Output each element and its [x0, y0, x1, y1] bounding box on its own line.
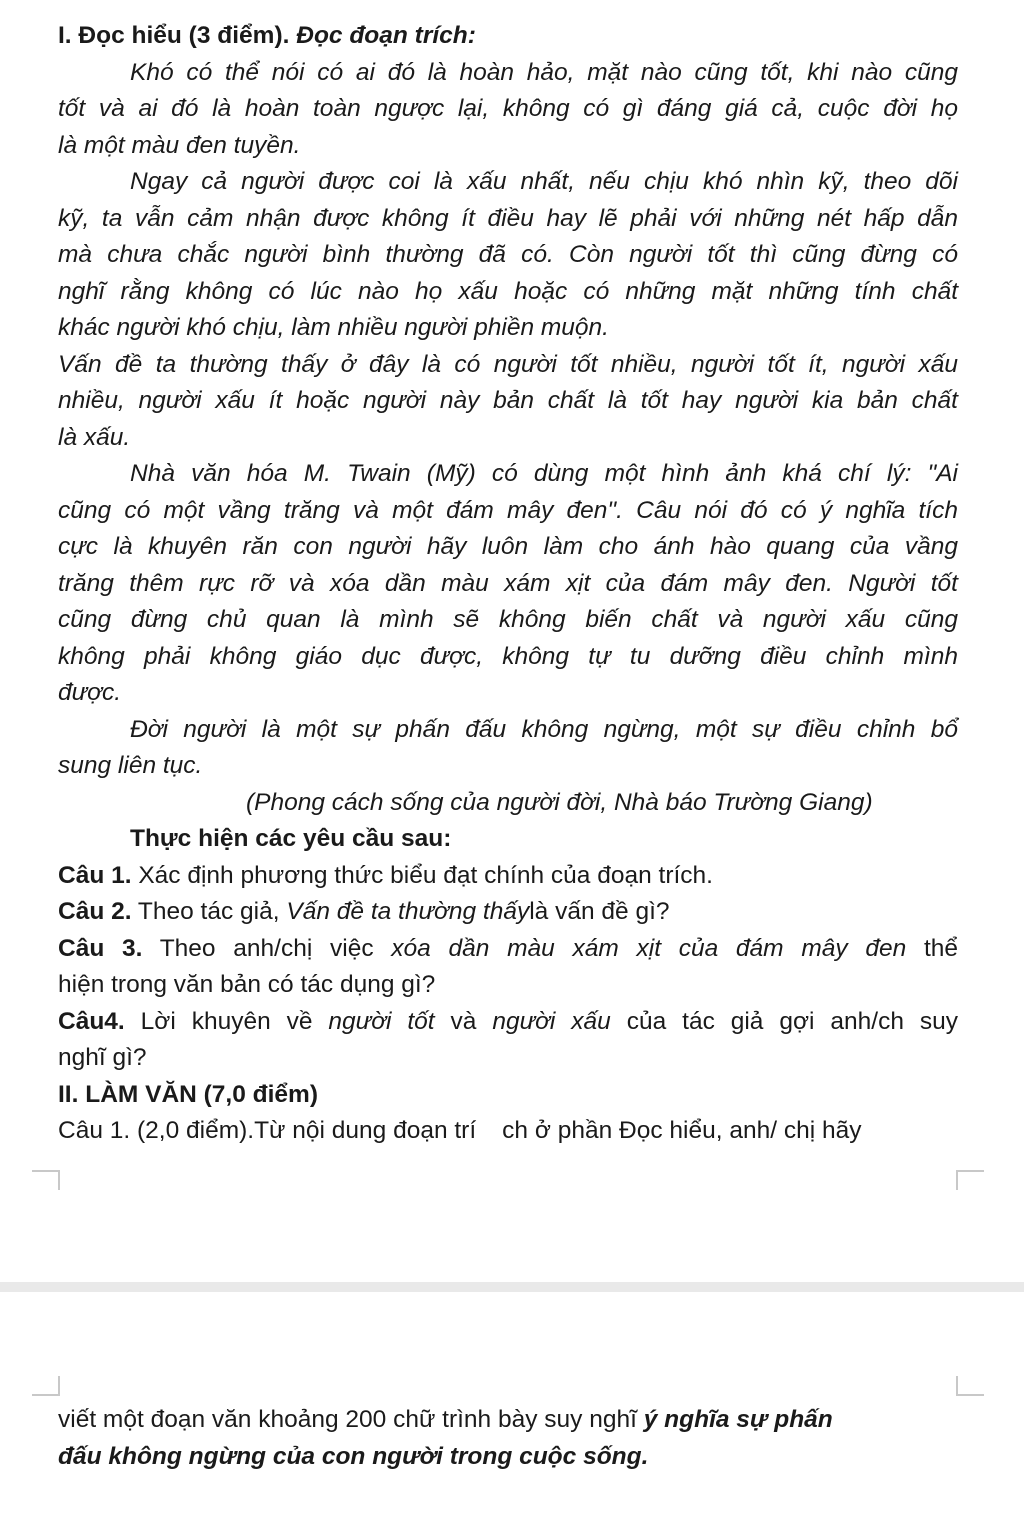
- question-text: Lời khuyên về: [140, 1007, 313, 1035]
- passage-line: Khó có thể nói có ai đó là hoàn hảo, mặt nào cũng tốt, khi nào cũng: [130, 58, 958, 86]
- passage-line: là một màu đen tuyền.: [58, 131, 301, 159]
- question-quote: người xấu: [492, 1007, 611, 1035]
- heading-italic: Đọc đoạn trích:: [296, 22, 476, 49]
- essay-text: viết một đoạn văn khoảng 200 chữ trình bày suy nghĩ: [58, 1406, 637, 1433]
- question-text: Xác định phương thức biểu đạt chính của đoạn trích.: [138, 861, 713, 889]
- question-1: [58, 858, 958, 895]
- heading-prefix: I. Đọc hiểu (3 điểm).: [58, 22, 290, 49]
- crop-mark: [956, 1170, 984, 1190]
- passage-line: khác người khó chịu, làm nhiều người phiền muộn.: [58, 314, 609, 341]
- document-page-2: [0, 1292, 1024, 1532]
- passage-line: cực là khuyên răn con người hãy luôn làm cho ánh hào quang của vầng: [58, 533, 958, 560]
- passage-line: Ngay cả người được coi là xấu nhất, nếu chịu khó nhìn kỹ, theo dõi: [130, 168, 958, 195]
- passage-line: cũng có một vầng trăng và một đám mây đen". Câu nói đó có ý nghĩa tích: [58, 496, 958, 524]
- passage-line: Vấn đề ta thường thấy ở đây là có người tốt nhiều, người tốt ít, người xấu: [58, 350, 958, 378]
- essay-emphasis: đấu không ngừng của con người trong cuộc sống.: [58, 1442, 649, 1470]
- crop-mark: [956, 1376, 984, 1396]
- essay-question-1: [58, 1113, 958, 1150]
- question-label: Câu 2.: [58, 898, 132, 925]
- section-heading-reading: [58, 18, 958, 55]
- page-separator: [0, 1282, 1024, 1292]
- passage-line: mà chưa chắc người bình thường đã có. Còn người tốt thì cũng đừng có: [58, 241, 958, 268]
- question-text: của tác giả gợi anh/ch suy: [626, 1007, 958, 1035]
- question-3: [58, 931, 958, 968]
- question-2: [58, 894, 958, 931]
- question-3-line-2: hiện trong văn bản có tác dụng gì?: [58, 971, 436, 998]
- question-text: Theo tác giả,: [137, 898, 280, 925]
- question-quote: xóa dần màu xám xịt của đám mây đen: [391, 934, 907, 962]
- question-quote: người tốt: [328, 1007, 435, 1035]
- question-text: thể: [923, 934, 958, 962]
- passage-line: sung liên tục.: [58, 752, 203, 779]
- page-content: [58, 1402, 958, 1475]
- essay-question-1-continued: [58, 1402, 958, 1439]
- question-4-line-2: nghĩ gì?: [58, 1044, 147, 1071]
- question-quote: Vấn đề ta thường thấy: [286, 898, 530, 925]
- passage-line: Nhà văn hóa M. Twain (Mỹ) có dùng một hình ảnh khá chí lý: "Ai: [130, 460, 958, 487]
- passage-line: cũng đừng chủ quan là mình sẽ không biến chất và người xấu cũng: [58, 606, 958, 633]
- passage-line: nhiều, người xấu ít hoặc người này bản chất là tốt hay người kia bản chất: [58, 387, 958, 414]
- passage-line: kỹ, ta vẫn cảm nhận được không ít điều hay lẽ phải với những nét hấp dẫn: [58, 204, 958, 232]
- essay-text: Câu 1. (2,0 điểm).Từ nội dung đoạn trí: [58, 1117, 477, 1144]
- question-4: [58, 1004, 958, 1041]
- passage-line: được.: [58, 679, 122, 706]
- passage-line: nghĩ rằng không có lúc nào họ xấu hoặc có những mặt những tính chất: [58, 277, 958, 305]
- question-text: là vấn đề gì?: [529, 898, 670, 925]
- question-text: Theo anh/chị việc: [159, 934, 374, 962]
- tasks-intro: Thực hiện các yêu cầu sau:: [130, 825, 452, 852]
- passage-line: trăng thêm rực rỡ và xóa dần màu xám xịt của đám mây đen. Người tốt: [58, 569, 958, 597]
- section-heading-writing: II. LÀM VĂN (7,0 điểm): [58, 1080, 319, 1108]
- passage-source: (Phong cách sống của người đời, Nhà báo Trường Giang): [246, 788, 873, 816]
- question-label: Câu 1.: [58, 861, 132, 889]
- crop-mark: [32, 1376, 60, 1396]
- essay-text: ch ở phần Đọc hiểu, anh/ chị hãy: [502, 1117, 862, 1144]
- question-label: Câu 3.: [58, 934, 143, 962]
- question-label: Câu4.: [58, 1007, 125, 1035]
- essay-emphasis: ý nghĩa sự phấn: [643, 1406, 833, 1433]
- passage-line: Đời người là một sự phấn đấu không ngừng, một sự điều chỉnh bổ: [130, 715, 958, 743]
- question-text: và: [450, 1007, 477, 1035]
- passage-line: tốt và ai đó là hoàn toàn ngược lại, không có gì đáng giá cả, cuộc đời họ: [58, 95, 958, 122]
- crop-mark: [32, 1170, 60, 1190]
- passage-line: không phải không giáo dục được, không tự tu dưỡng điều chỉnh mình: [58, 642, 958, 670]
- passage-line: là xấu.: [58, 423, 131, 451]
- page-content: [58, 18, 958, 1150]
